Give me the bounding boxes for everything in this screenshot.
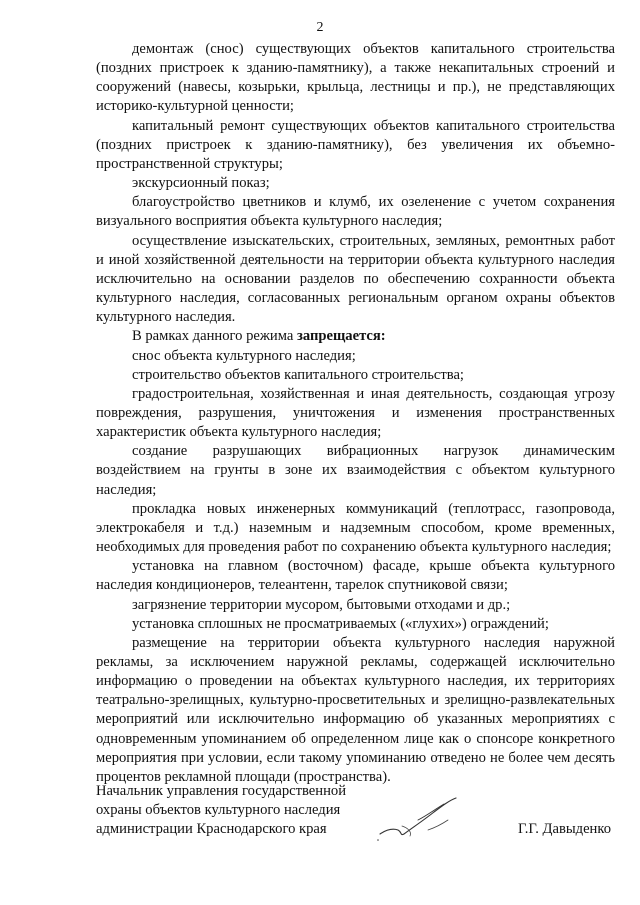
prohibited-item-vibration: создание разрушающих вибрационных нагрузок динамическим воздействием на грунты в зоне их взаимодействия с объектом культурного наследия; [96, 443, 615, 498]
document-body [96, 40, 615, 787]
signer-position-line: Начальник управления государственной [96, 783, 347, 799]
prohibition-emphasis: запрещается: [297, 328, 386, 345]
paragraph-capital-repair: капитальный ремонт существующих объектов капитального строительства (поздних пристроек к зданию-памятнику), без увеличения их объемно-пространственной структуры; [96, 117, 615, 172]
handwritten-signature [372, 790, 472, 842]
prohibition-heading [96, 327, 615, 346]
prohibited-item-urban-activity: градостроительная, хозяйственная и иная деятельность, создающая угрозу повреждения, разрушения, уничтожения и изменения пространственных характеристик объекта культурного наследия; [96, 385, 615, 441]
signer-name: Г.Г. Давыденко [517, 821, 611, 838]
signer-position-line: охраны объектов культурного наследия [96, 802, 341, 819]
prohibited-item-solid-fences: установка сплошных не просматриваемых («глухих») ограждений; [132, 615, 549, 632]
prohibited-item-advertising: размещение на территории объекта культурного наследия наружной рекламы, за исключением наружной рекламы, содержащей исключительно информацию о проведении на объектах культурного наследия, их территориях театрально-зрелищных, культурно-просветительных и зрелищно-развлекательных мероприятий или исключительно информацию об указанных мероприятиях с одновременным упоминанием об определенном лице как о спонсоре конкретного мероприятия при условии, если такому упоминанию отведено не более чем десять процентов рекламной площади (пространства). [96, 634, 615, 785]
paragraph-landscaping: благоустройство цветников и клумб, их озеленение с учетом сохранения визуального восприятия объекта культурного наследия; [96, 194, 615, 230]
prohibition-intro: В рамках данного режима [132, 328, 297, 345]
prohibited-item-littering: загрязнение территории мусором, бытовыми отходами и др.; [132, 596, 511, 613]
prohibited-item-demolition: снос объекта культурного наследия; [132, 347, 356, 364]
paragraph-survey-works: осуществление изыскательских, строительных, земляных, ремонтных работ и иной хозяйственной деятельности на территории объекта культурного наследия исключительно на основании разделов по обеспечению сохранности объекта культурного наследия, согласованных региональным органом охраны объектов культурного наследия. [96, 232, 615, 326]
prohibited-item-construction: строительство объектов капитального строительства; [132, 366, 464, 383]
paragraph-excursion: экскурсионный показ; [132, 175, 270, 192]
signature-block [96, 782, 615, 842]
signer-position [96, 782, 396, 840]
page-number: 2 [316, 20, 324, 35]
prohibited-item-facade-equipment: установка на главном (восточном) фасаде, крыше объекта культурного наследия кондиционеров, телеантенн, тарелок спутниковой связи; [96, 558, 615, 594]
signer-position-line: администрации Краснодарского края [96, 821, 327, 838]
prohibited-item-utilities: прокладка новых инженерных коммуникаций (теплотрасс, газопровода, электрокабеля и т.д.) наземным и надземным способом, кроме временных, необходимых для проведения работ по сохранению объекта культурного наследия; [96, 500, 615, 556]
paragraph-demolition: демонтаж (снос) существующих объектов капитального строительства (поздних пристроек к зданию-памятнику), а также некапитальных строений и сооружений (навесы, козырьки, крыльца, лестницы и пр.), не представляющих историко-культурной ценности; [96, 41, 615, 115]
